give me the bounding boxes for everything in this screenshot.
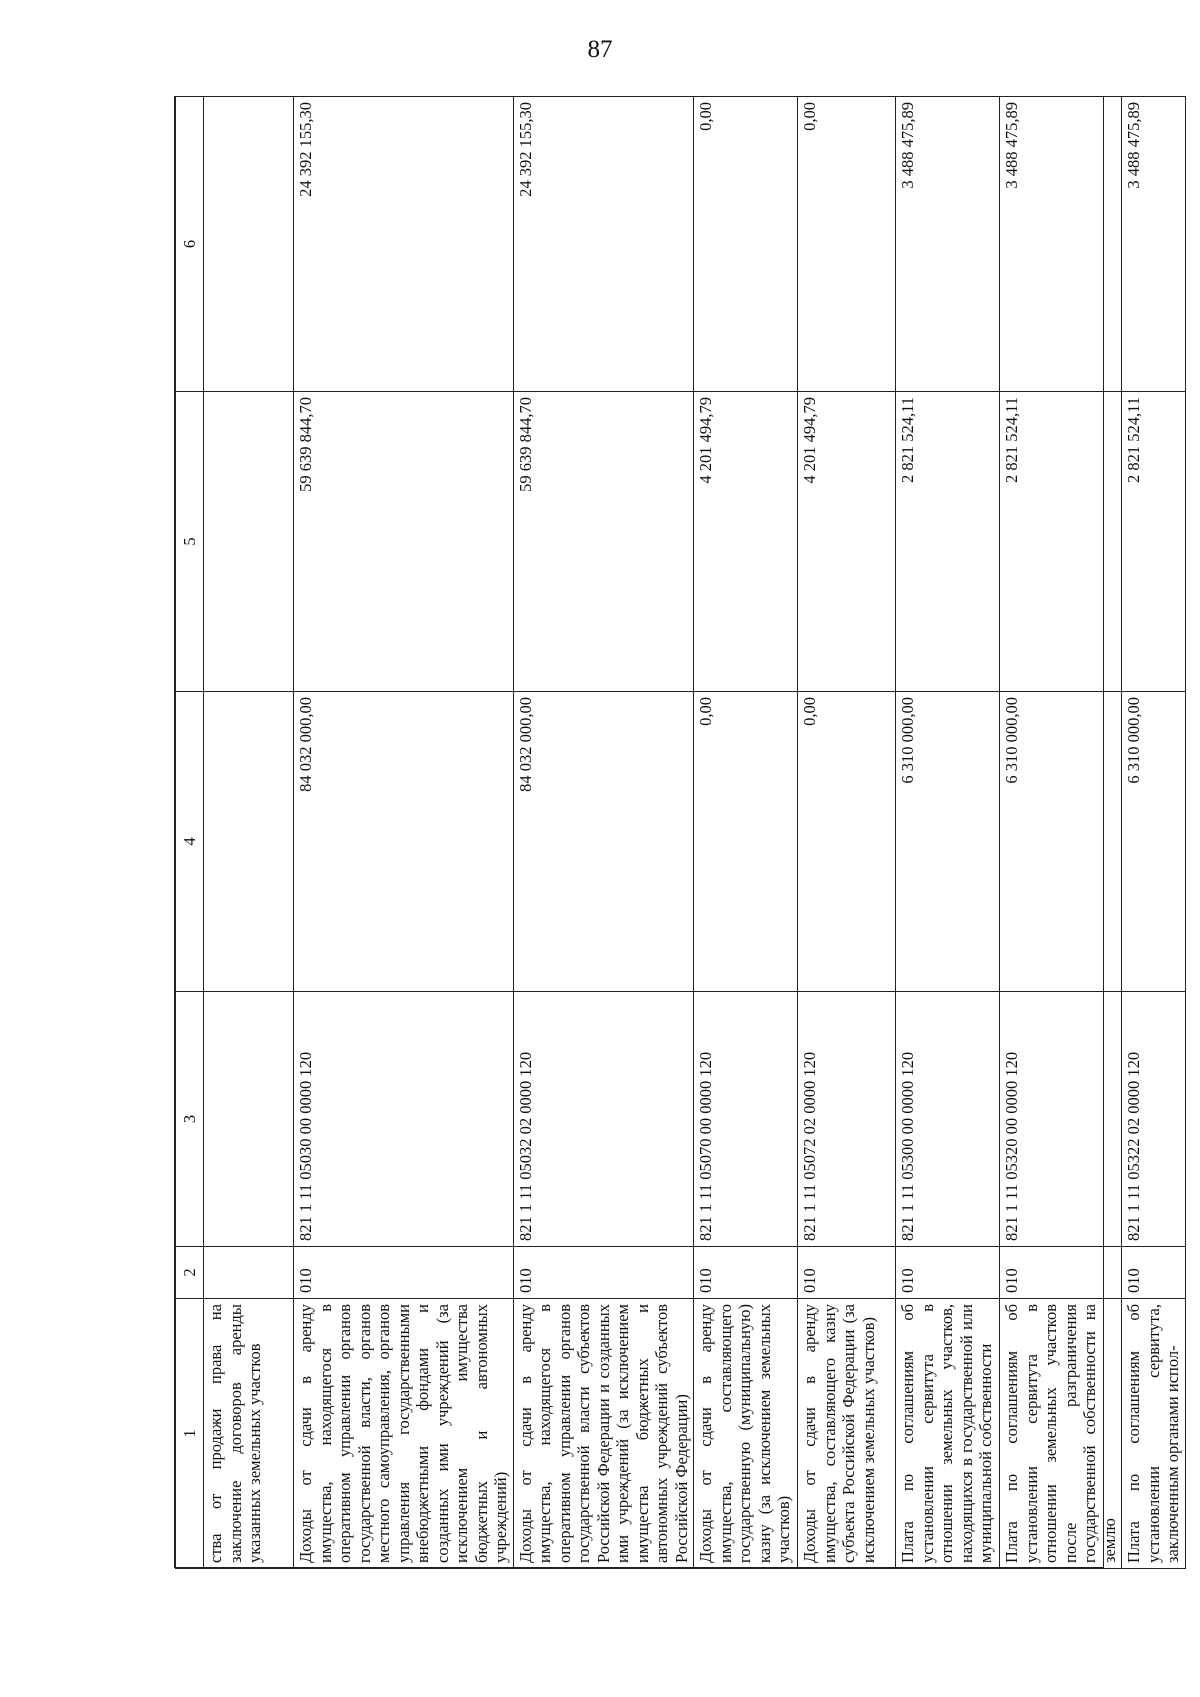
remaining-amount-cell: 24 392 155,30: [513, 97, 694, 392]
remaining-amount-cell: 3 488 475,89: [896, 97, 1000, 392]
budget-code-cell: [204, 992, 294, 1247]
planned-amount-cell: [204, 692, 294, 992]
revenue-name-cell: Доходы от сдачи в аренду имущества, находящегося в оперативном управлении органов государственной власти субъектов Российской Федерации и созданных ими учреждений (за исключением имущества бюджетных и автономных учреждений субъектов Российской Федерации): [513, 1299, 694, 1569]
table-row: [1000, 97, 1122, 1569]
revenue-name-cell: Плата по соглашениям об установлении сервитута в отношении земельных участков после разграничения государственной собственности на землю: [1000, 1299, 1122, 1569]
revenue-name-cell: Плата по соглашениям об установлении сервитута, заключенным органами испол-: [1122, 1299, 1186, 1569]
table-row: [896, 97, 1000, 1569]
planned-amount-cell: 0,00: [694, 692, 798, 992]
table-row: [294, 97, 514, 1569]
budget-code-cell: 821 1 11 05300 00 0000 120: [896, 992, 1000, 1247]
remaining-amount-cell: [204, 97, 294, 392]
remaining-amount-cell: 3 488 475,89: [1122, 97, 1186, 392]
budget-code-cell: 821 1 11 05032 02 0000 120: [513, 992, 694, 1247]
table-row: [1122, 97, 1186, 1569]
remaining-amount-cell: 0,00: [798, 97, 896, 392]
revenue-table: [175, 96, 1186, 1569]
planned-amount-cell: 0,00: [798, 692, 896, 992]
table-row: [694, 97, 798, 1569]
revenue-name-cell: Плата по соглашениям об установлении сервитута в отношении земельных участков, находящихся в государственной или муниципальной собственности: [896, 1299, 1000, 1569]
page-number: 87: [587, 36, 613, 63]
admin-code-cell: 010: [1000, 1247, 1122, 1299]
column-header: 5: [176, 392, 204, 692]
actual-amount-cell: 4 201 494,79: [694, 392, 798, 692]
admin-code-cell: 010: [694, 1247, 798, 1299]
admin-code-cell: 010: [513, 1247, 694, 1299]
admin-code-cell: 010: [1122, 1247, 1186, 1299]
revenue-name-cell: Доходы от сдачи в аренду имущества, составляющего казну субъекта Российской Федерации (за исключением земельных участков): [798, 1299, 896, 1569]
actual-amount-cell: 2 821 524,11: [896, 392, 1000, 692]
column-header: 2: [176, 1247, 204, 1299]
budget-code-cell: 821 1 11 05320 00 0000 120: [1000, 992, 1122, 1247]
remaining-amount-cell: 3 488 475,89: [1000, 97, 1122, 392]
rotated-table-container: [175, 97, 1182, 1569]
planned-amount-cell: 6 310 000,00: [1000, 692, 1122, 992]
admin-code-cell: 010: [798, 1247, 896, 1299]
actual-amount-cell: 4 201 494,79: [798, 392, 896, 692]
revenue-name-cell: Доходы от сдачи в аренду имущества, находящегося в оперативном управлении органов государственной власти, органов местного самоуправления, органов управления государственными внебюджетными фондами и созданных ими учреждений (за исключением имущества бюджетных и автономных учреждений): [294, 1299, 514, 1569]
planned-amount-cell: 84 032 000,00: [513, 692, 694, 992]
actual-amount-cell: 2 821 524,11: [1000, 392, 1122, 692]
table-frame: [174, 96, 1182, 1568]
admin-code-cell: 010: [896, 1247, 1000, 1299]
column-header: 6: [176, 97, 204, 392]
planned-amount-cell: 6 310 000,00: [896, 692, 1000, 992]
column-header: 3: [176, 992, 204, 1247]
revenue-name-cell: ства от продажи права на заключение договоров аренды указанных земельных участков: [204, 1299, 294, 1569]
budget-code-cell: 821 1 11 05070 00 0000 120: [694, 992, 798, 1247]
planned-amount-cell: 84 032 000,00: [294, 692, 514, 992]
actual-amount-cell: 2 821 524,11: [1122, 392, 1186, 692]
actual-amount-cell: 59 639 844,70: [513, 392, 694, 692]
actual-amount-cell: 59 639 844,70: [294, 392, 514, 692]
table-row: [798, 97, 896, 1569]
budget-code-cell: 821 1 11 05322 02 0000 120: [1122, 992, 1186, 1247]
admin-code-cell: 010: [294, 1247, 514, 1299]
admin-code-cell: [204, 1247, 294, 1299]
table-header-row: [176, 97, 204, 1569]
table-row: [204, 97, 294, 1569]
column-header: 1: [176, 1299, 204, 1569]
remaining-amount-cell: 24 392 155,30: [294, 97, 514, 392]
table-row: [513, 97, 694, 1569]
remaining-amount-cell: 0,00: [694, 97, 798, 392]
budget-code-cell: 821 1 11 05030 00 0000 120: [294, 992, 514, 1247]
budget-code-cell: 821 1 11 05072 02 0000 120: [798, 992, 896, 1247]
actual-amount-cell: [204, 392, 294, 692]
column-header: 4: [176, 692, 204, 992]
revenue-name-cell: Доходы от сдачи в аренду имущества, составляющего государственную (муниципальную) казну (за исключением земельных участков): [694, 1299, 798, 1569]
planned-amount-cell: 6 310 000,00: [1122, 692, 1186, 992]
